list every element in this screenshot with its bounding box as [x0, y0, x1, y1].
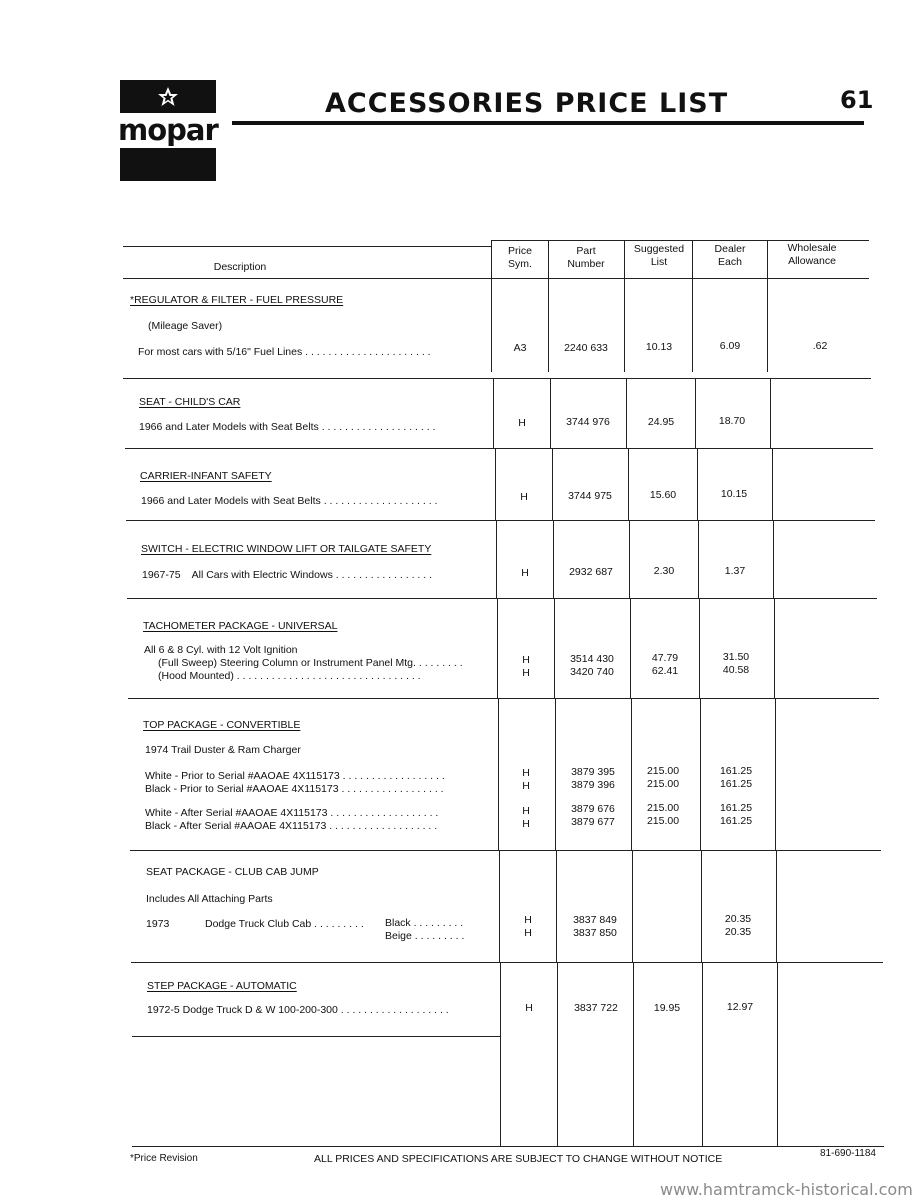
section-heading-top-package: TOP PACKAGE - CONVERTIBLE [143, 719, 301, 731]
row-part-number: 2240 633 [564, 342, 608, 354]
section-heading-regulator: *REGULATOR & FILTER - FUEL PRESSURE [130, 294, 344, 306]
col-divider [767, 240, 768, 372]
col-divider [770, 378, 771, 448]
col-divider [699, 598, 700, 698]
row-desc-top-package: Black - After Serial #AAOAE 4X115173 . . . . . . . . . . . . . . . . . . . [145, 820, 438, 832]
row-suggested-list: 10.13 [645, 341, 673, 353]
footer-notice: ALL PRICES AND SPECIFICATIONS ARE SUBJECT TO CHANGE WITHOUT NOTICE [314, 1153, 723, 1165]
col-divider [698, 520, 699, 598]
row-suggested-list: 19.95 [653, 1002, 681, 1014]
col-divider [493, 378, 494, 448]
section-heading-switch: SWITCH - ELECTRIC WINDOW LIFT OR TAILGATE SAFETY [141, 543, 432, 555]
col-divider [772, 448, 773, 520]
row-dealer-each: 161.25 [719, 815, 753, 827]
section-rule [130, 850, 881, 851]
row-model-seat-package: Dodge Truck Club Cab . . . . . . . . . [205, 918, 364, 930]
col-divider [702, 962, 703, 1146]
col-divider [633, 962, 634, 1146]
row-dealer-each: 10.15 [720, 488, 748, 500]
col-divider [548, 240, 549, 372]
row-desc-tachometer: (Hood Mounted) . . . . . . . . . . . . . . . . . . . . . . . . . . . . . . . . [158, 670, 421, 682]
col-header-part-number-line1: Part [576, 245, 596, 257]
page-number: 61 [840, 86, 874, 114]
row-suggested-list: 2.30 [653, 565, 675, 577]
footer-form-code: 81-690-1184 [820, 1148, 876, 1159]
row-part-number: 3879 676 [571, 803, 615, 815]
row-sym: H [524, 914, 532, 926]
section-sub-regulator: (Mileage Saver) [148, 320, 223, 332]
col-divider [499, 850, 500, 962]
col-divider [554, 598, 555, 698]
col-divider [630, 598, 631, 698]
section-rule [131, 962, 883, 963]
col-divider [697, 448, 698, 520]
section-rule [132, 1036, 500, 1037]
row-dealer-each: 12.97 [726, 1001, 754, 1013]
col-header-part-number [551, 245, 621, 271]
col-divider [776, 850, 777, 962]
row-part-number: 3744 976 [566, 416, 610, 428]
col-divider [692, 240, 693, 372]
col-header-wholesale-allowance-line2: Allowance [788, 255, 836, 267]
row-part-number: 3514 430 [570, 653, 614, 665]
row-part-number: 3837 722 [574, 1002, 618, 1014]
col-divider [500, 962, 501, 1146]
row-desc-top-package: White - After Serial #AAOAE 4X115173 . . . . . . . . . . . . . . . . . . . [145, 807, 439, 819]
col-header-suggested-list-line2: List [650, 256, 668, 268]
col-divider [773, 520, 774, 598]
row-suggested-list: 215.00 [646, 765, 680, 777]
row-dealer-each: 20.35 [724, 926, 752, 938]
col-header-wholesale-allowance-line1: Wholesale [787, 242, 837, 254]
row-dealer-each: 6.09 [719, 340, 741, 352]
col-header-part-number-line2: Number [567, 258, 605, 270]
section-rule [126, 520, 875, 521]
row-dealer-each: 31.50 [722, 651, 750, 663]
row-sym: H [522, 780, 530, 792]
row-sym: H [520, 491, 528, 503]
col-header-dealer-each-line1: Dealer [714, 243, 746, 255]
col-divider [624, 240, 625, 372]
row-desc-tachometer: (Full Sweep) Steering Column or Instrument Panel Mtg. . . . . . . . . [158, 657, 463, 669]
col-header-suggested-list-line1: Suggested [633, 243, 685, 255]
col-divider [777, 962, 778, 1146]
col-header-price-sym-line2: Sym. [508, 258, 532, 270]
row-desc-seat-child: 1966 and Later Models with Seat Belts . . . . . . . . . . . . . . . . . . . . [139, 421, 436, 433]
col-divider [774, 598, 775, 698]
section-rule [123, 378, 871, 379]
row-dealer-each: 161.25 [719, 802, 753, 814]
col-header-dealer-each [694, 243, 766, 269]
col-header-price-sym [494, 245, 546, 271]
row-suggested-list: 215.00 [646, 778, 680, 790]
header-top-rule [123, 246, 491, 247]
footer-price-revision-note: *Price Revision [130, 1153, 198, 1164]
section-heading-step-package: STEP PACKAGE - AUTOMATIC [147, 980, 297, 992]
mopar-logo-bottom-block [120, 148, 216, 181]
row-sym: H [522, 818, 530, 830]
row-sym: H [522, 805, 530, 817]
row-sym: H [525, 1002, 533, 1014]
section-intro-tachometer: All 6 & 8 Cyl. with 12 Volt Ignition [144, 644, 298, 656]
row-part-number: 3420 740 [570, 666, 614, 678]
row-suggested-list: 215.00 [646, 802, 680, 814]
row-sym: H [524, 927, 532, 939]
col-header-description: Description [213, 261, 267, 273]
mopar-logo-wordmark: mopar [118, 113, 218, 147]
row-part-number: 3837 850 [573, 927, 617, 939]
col-divider [553, 520, 554, 598]
row-dealer-each: 161.25 [719, 778, 753, 790]
header-bottom-rule [123, 278, 869, 279]
row-suggested-list: 47.79 [651, 652, 679, 664]
row-sym: H [518, 417, 526, 429]
mopar-logo-pentastar-block [120, 80, 216, 113]
col-divider [628, 448, 629, 520]
col-divider [495, 448, 496, 520]
row-part-number: 3879 396 [571, 779, 615, 791]
col-divider [552, 448, 553, 520]
col-divider [555, 698, 556, 850]
col-divider [491, 240, 492, 372]
col-divider [556, 850, 557, 962]
col-divider [629, 520, 630, 598]
section-rule [128, 698, 879, 699]
section-heading-carrier: CARRIER-INFANT SAFETY [140, 470, 272, 482]
row-part-number: 3837 849 [573, 914, 617, 926]
page-title: ACCESSORIES PRICE LIST [325, 88, 729, 119]
watermark: www.hamtramck-historical.com [660, 1180, 913, 1199]
section-intro-top-package: 1974 Trail Duster & Ram Charger [145, 744, 301, 756]
col-divider [775, 698, 776, 850]
col-divider [498, 698, 499, 850]
col-divider [550, 378, 551, 448]
col-header-price-sym-line1: Price [508, 245, 532, 257]
table-bottom-rule [132, 1146, 884, 1147]
row-dealer-each: 20.35 [724, 913, 752, 925]
pentastar-icon [157, 86, 179, 108]
row-sym: A3 [513, 342, 527, 354]
row-desc-top-package: White - Prior to Serial #AAOAE 4X115173 . . . . . . . . . . . . . . . . . . [145, 770, 445, 782]
col-divider [497, 598, 498, 698]
row-part-number: 3879 677 [571, 816, 615, 828]
col-divider [626, 378, 627, 448]
row-sym: H [522, 667, 530, 679]
row-suggested-list: 24.95 [647, 416, 675, 428]
section-rule [125, 448, 873, 449]
row-part-number: 2932 687 [569, 566, 613, 578]
col-divider [632, 850, 633, 962]
col-divider [496, 520, 497, 598]
row-dealer-each: 161.25 [719, 765, 753, 777]
row-dealer-each: 40.58 [722, 664, 750, 676]
col-header-wholesale-allowance [770, 242, 854, 268]
row-desc-switch: 1967-75 All Cars with Electric Windows . . . . . . . . . . . . . . . . . [142, 569, 433, 581]
col-header-dealer-each-line2: Each [718, 256, 742, 268]
row-desc-step-package: 1972-5 Dodge Truck D & W 100-200-300 . . . . . . . . . . . . . . . . . . . [147, 1004, 449, 1016]
section-rule [127, 598, 877, 599]
row-wholesale: .62 [812, 340, 828, 352]
row-suggested-list: 15.60 [649, 489, 677, 501]
title-rule [232, 121, 864, 125]
row-desc-top-package: Black - Prior to Serial #AAOAE 4X115173 . . . . . . . . . . . . . . . . . . [145, 783, 444, 795]
row-dealer-each: 18.70 [718, 415, 746, 427]
row-desc-carrier: 1966 and Later Models with Seat Belts . . . . . . . . . . . . . . . . . . . . [141, 495, 438, 507]
row-year-seat-package: 1973 [146, 918, 170, 930]
row-sym: H [521, 567, 529, 579]
col-divider [701, 850, 702, 962]
section-heading-tachometer: TACHOMETER PACKAGE - UNIVERSAL [143, 620, 338, 632]
col-divider [557, 962, 558, 1146]
section-heading-seat-child: SEAT - CHILD'S CAR [139, 396, 241, 408]
row-desc-seat-package: Black . . . . . . . . . [385, 917, 464, 929]
row-part-number: 3879 395 [571, 766, 615, 778]
col-header-suggested-list [626, 243, 692, 269]
section-intro-seat-package: Includes All Attaching Parts [146, 893, 273, 905]
row-suggested-list: 62.41 [651, 665, 679, 677]
row-sym: H [522, 767, 530, 779]
row-suggested-list: 215.00 [646, 815, 680, 827]
row-desc-regulator: For most cars with 5/16" Fuel Lines . . . . . . . . . . . . . . . . . . . . . . [138, 346, 431, 358]
row-dealer-each: 1.37 [724, 565, 746, 577]
row-part-number: 3744 975 [568, 490, 612, 502]
row-desc-seat-package: Beige . . . . . . . . . [385, 930, 465, 942]
section-heading-seat-package: SEAT PACKAGE - CLUB CAB JUMP [146, 866, 319, 878]
row-sym: H [522, 654, 530, 666]
col-divider [695, 378, 696, 448]
